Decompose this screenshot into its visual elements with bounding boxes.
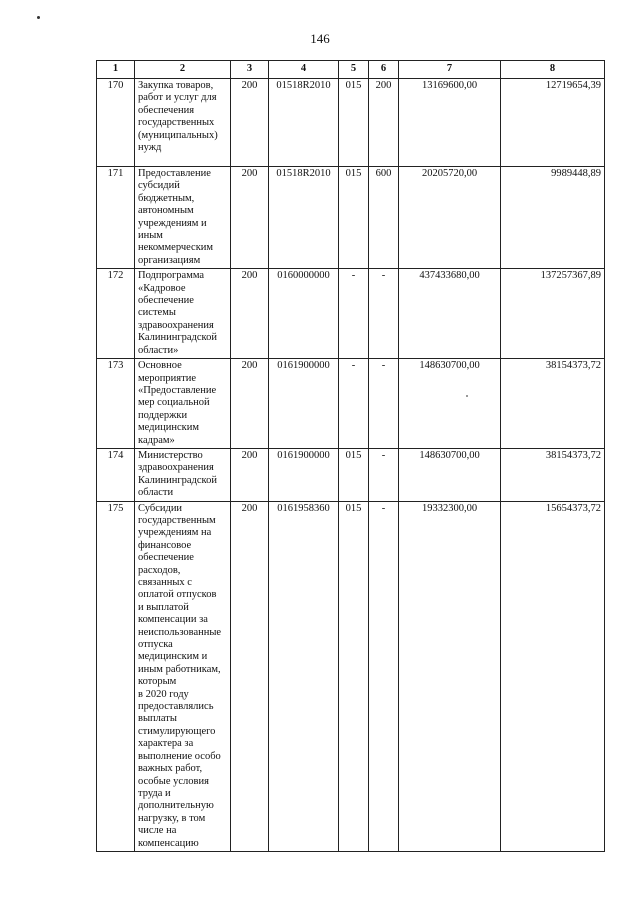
row-number: 175	[97, 501, 135, 851]
row-name	[135, 448, 231, 501]
table-row	[97, 501, 605, 851]
row-name-text: Предоставление субсидий бюджетным, автономным учреждениям и иным некоммерческим организациям	[138, 168, 214, 266]
scan-speck	[37, 16, 40, 19]
row-col5: 015	[339, 79, 369, 167]
page-number: 146	[310, 31, 330, 46]
row-number: 174	[97, 448, 135, 501]
row-name	[135, 269, 231, 359]
row-code: 01518R2010	[269, 79, 339, 167]
row-code: 0161900000	[269, 359, 339, 449]
row-col5: 015	[339, 167, 369, 269]
row-col5: -	[339, 359, 369, 449]
column-header: 7	[399, 61, 501, 79]
row-code: 0160000000	[269, 269, 339, 359]
row-code: 0161900000	[269, 448, 339, 501]
row-name-text: Подпрограмма «Кадровое обеспечение системы здравоохранения Калининградской области»	[138, 270, 217, 356]
table-row	[97, 269, 605, 359]
row-name	[135, 167, 231, 269]
row-number: 170	[97, 79, 135, 167]
table-row	[97, 359, 605, 449]
row-col5: 015	[339, 448, 369, 501]
budget-table	[96, 60, 605, 852]
row-name	[135, 501, 231, 851]
row-name	[135, 359, 231, 449]
row-col6: 600	[369, 167, 399, 269]
row-number: 172	[97, 269, 135, 359]
column-header: 4	[269, 61, 339, 79]
row-amount-executed: 38154373,72	[501, 359, 605, 449]
row-col6: -	[369, 359, 399, 449]
row-col3: 200	[231, 501, 269, 851]
column-header: 5	[339, 61, 369, 79]
row-col3: 200	[231, 359, 269, 449]
row-amount-planned: 437433680,00	[399, 269, 501, 359]
column-header: 8	[501, 61, 605, 79]
column-header: 3	[231, 61, 269, 79]
column-header: 6	[369, 61, 399, 79]
table-row	[97, 167, 605, 269]
row-amount-executed: 9989448,89	[501, 167, 605, 269]
row-name-text: Закупка товаров, работ и услуг для обеспечения государственных (муниципальных) нужд	[138, 80, 218, 154]
table-header-row	[97, 61, 605, 79]
row-amount-executed: 38154373,72	[501, 448, 605, 501]
row-col6: -	[369, 269, 399, 359]
column-header: 2	[135, 61, 231, 79]
row-col6: 200	[369, 79, 399, 167]
row-col6: -	[369, 501, 399, 851]
row-amount-executed: 137257367,89	[501, 269, 605, 359]
row-name-text: Министерство здравоохранения Калининградской области	[138, 449, 217, 499]
row-number: 171	[97, 167, 135, 269]
row-name	[135, 79, 231, 167]
row-amount-planned: 20205720,00	[399, 167, 501, 269]
row-amount-planned: 19332300,00	[399, 501, 501, 851]
row-col6: -	[369, 448, 399, 501]
row-number: 173	[97, 359, 135, 449]
row-name-text: Субсидии государственным учреждениям на финансовое обеспечение расходов, связанных с оплатой отпусков и выплатой компенсации за неиспользованные отпуска медицинским и иным работникам, которым в 2020 году предоставлялись выплаты стимулирующего характера за выполнение особо важных работ, особые условия труда и дополнительную нагрузку, в том числе на компенсацию	[138, 502, 222, 849]
row-amount-planned: 148630700,00	[399, 359, 501, 449]
row-col5: 015	[339, 501, 369, 851]
row-code: 0161958360	[269, 501, 339, 851]
row-col5: -	[339, 269, 369, 359]
row-amount-planned: 13169600,00	[399, 79, 501, 167]
row-name-text: Основное мероприятие «Предоставление мер социальной поддержки медицинским кадрам»	[138, 360, 217, 446]
table-row	[97, 79, 605, 167]
table-row	[97, 448, 605, 501]
row-amount-executed: 15654373,72	[501, 501, 605, 851]
row-col3: 200	[231, 167, 269, 269]
row-amount-executed: 12719654,39	[501, 79, 605, 167]
column-header: 1	[97, 61, 135, 79]
row-code: 01518R2010	[269, 167, 339, 269]
row-col3: 200	[231, 448, 269, 501]
row-col3: 200	[231, 269, 269, 359]
scan-speck	[466, 395, 468, 397]
row-amount-planned: 148630700,00	[399, 448, 501, 501]
row-col3: 200	[231, 79, 269, 167]
